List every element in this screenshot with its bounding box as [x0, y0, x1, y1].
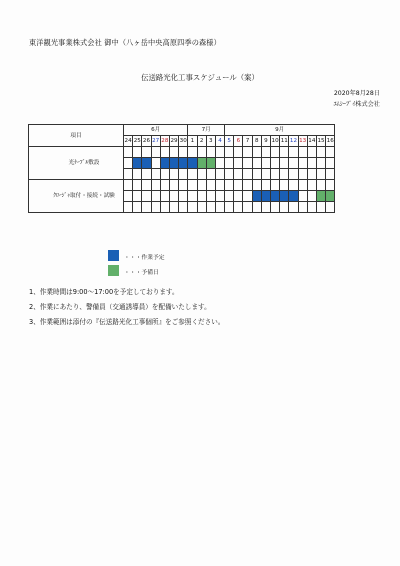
- schedule-cell: [179, 147, 188, 158]
- schedule-cell-spare: [197, 158, 206, 169]
- schedule-cell-work: [133, 158, 142, 169]
- day-header: 14: [307, 136, 316, 147]
- schedule-cell-work: [160, 158, 169, 169]
- schedule-cell: [197, 169, 206, 180]
- schedule-cell: [280, 147, 289, 158]
- schedule-cell: [160, 191, 169, 202]
- schedule-cell: [151, 191, 160, 202]
- schedule-cell-work: [280, 191, 289, 202]
- legend-label-spare: ・・・予備日: [124, 270, 159, 276]
- legend-swatch-spare: [108, 265, 119, 276]
- day-header: 6: [234, 136, 243, 147]
- schedule-cell: [133, 169, 142, 180]
- schedule-cell-work: [261, 191, 270, 202]
- schedule-cell: [326, 169, 335, 180]
- schedule-cell: [252, 180, 261, 191]
- company-name: ｴﾑｼｰﾌﾞｲ株式会社: [333, 101, 380, 108]
- day-header: 8: [252, 136, 261, 147]
- schedule-cell: [298, 147, 307, 158]
- schedule-cell: [289, 169, 298, 180]
- schedule-cell: [225, 169, 234, 180]
- schedule-cell-work: [271, 191, 280, 202]
- schedule-cell: [252, 169, 261, 180]
- schedule-cell: [197, 191, 206, 202]
- schedule-cell: [169, 169, 178, 180]
- schedule-cell: [188, 202, 197, 213]
- schedule-cell: [179, 169, 188, 180]
- schedule-cell: [179, 191, 188, 202]
- schedule-cell: [197, 180, 206, 191]
- day-header: 11: [280, 136, 289, 147]
- schedule-cell: [160, 202, 169, 213]
- schedule-cell: [261, 202, 270, 213]
- schedule-cell: [234, 158, 243, 169]
- schedule-cell: [271, 147, 280, 158]
- schedule-cell-work: [188, 158, 197, 169]
- schedule-cell-work: [169, 158, 178, 169]
- schedule-table: [28, 124, 335, 213]
- schedule-cell: [252, 158, 261, 169]
- schedule-cell: [142, 202, 151, 213]
- schedule-cell-spare: [206, 158, 215, 169]
- schedule-cell-spare: [326, 191, 335, 202]
- day-header: 29: [169, 136, 178, 147]
- schedule-cell: [307, 202, 316, 213]
- day-header: 4: [215, 136, 224, 147]
- schedule-cell: [289, 158, 298, 169]
- day-header: 24: [124, 136, 133, 147]
- schedule-cell: [307, 180, 316, 191]
- schedule-cell: [298, 158, 307, 169]
- schedule-cell: [280, 169, 289, 180]
- schedule-cell: [326, 180, 335, 191]
- schedule-cell: [197, 147, 206, 158]
- schedule-cell: [243, 202, 252, 213]
- day-header: 10: [271, 136, 280, 147]
- schedule-cell: [215, 169, 224, 180]
- schedule-cell: [234, 180, 243, 191]
- schedule-cell: [124, 180, 133, 191]
- schedule-cell: [298, 169, 307, 180]
- schedule-cell: [142, 147, 151, 158]
- schedule-cell: [316, 147, 325, 158]
- schedule-cell: [298, 202, 307, 213]
- schedule-cell: [316, 180, 325, 191]
- day-header: 15: [316, 136, 325, 147]
- schedule-cell: [124, 169, 133, 180]
- schedule-cell: [271, 169, 280, 180]
- schedule-cell: [124, 147, 133, 158]
- schedule-cell: [307, 169, 316, 180]
- day-header: 5: [225, 136, 234, 147]
- schedule-cell: [124, 158, 133, 169]
- schedule-cell: [289, 147, 298, 158]
- schedule-cell: [326, 158, 335, 169]
- schedule-cell: [234, 202, 243, 213]
- schedule-cell: [215, 191, 224, 202]
- day-header: 2: [197, 136, 206, 147]
- note-item: 2、作業にあたり、警備員（交通誘導員）を配備いたします。: [29, 303, 211, 311]
- schedule-cell: [225, 191, 234, 202]
- schedule-cell: [243, 180, 252, 191]
- legend-label-work: ・・・作業予定: [124, 255, 165, 261]
- schedule-cell: [307, 147, 316, 158]
- day-header: 13: [298, 136, 307, 147]
- schedule-cell: [271, 158, 280, 169]
- notes-list: [29, 286, 224, 331]
- schedule-cell: [289, 180, 298, 191]
- schedule-cell: [252, 147, 261, 158]
- schedule-cell: [243, 169, 252, 180]
- schedule-cell-work: [142, 158, 151, 169]
- schedule-cell: [169, 202, 178, 213]
- schedule-cell: [169, 147, 178, 158]
- schedule-cell: [142, 169, 151, 180]
- schedule-cell: [316, 158, 325, 169]
- month-header: 9月: [225, 125, 335, 136]
- schedule-cell: [243, 147, 252, 158]
- schedule-cell: [225, 158, 234, 169]
- schedule-cell: [151, 158, 160, 169]
- schedule-cell: [124, 191, 133, 202]
- schedule-cell: [298, 191, 307, 202]
- day-header: 28: [160, 136, 169, 147]
- schedule-cell: [206, 147, 215, 158]
- day-header: 3: [206, 136, 215, 147]
- schedule-cell: [151, 180, 160, 191]
- schedule-cell: [326, 147, 335, 158]
- schedule-cell: [280, 202, 289, 213]
- task-label: 光ｹｰﾌﾞﾙ敷設: [29, 147, 124, 180]
- schedule-cell: [234, 147, 243, 158]
- task-row: [29, 147, 335, 158]
- schedule-cell: [215, 158, 224, 169]
- schedule-cell: [225, 180, 234, 191]
- schedule-cell: [169, 191, 178, 202]
- day-header: 27: [151, 136, 160, 147]
- day-header: 25: [133, 136, 142, 147]
- schedule-cell: [142, 191, 151, 202]
- task-row: [29, 180, 335, 191]
- schedule-cell: [225, 147, 234, 158]
- task-label: ｸﾛｰｼﾞｬ取付・接続・試験: [29, 180, 124, 213]
- note-item: 1、作業時間は9:00～17:00を予定しております。: [29, 288, 179, 296]
- day-header: 16: [326, 136, 335, 147]
- schedule-cell: [261, 158, 270, 169]
- schedule-cell: [133, 191, 142, 202]
- legend-swatch-work: [108, 250, 119, 261]
- schedule-cell: [188, 191, 197, 202]
- schedule-cell: [188, 180, 197, 191]
- schedule-cell: [179, 202, 188, 213]
- month-header-row: [29, 125, 335, 136]
- schedule-cell: [160, 169, 169, 180]
- schedule-cell-spare: [316, 191, 325, 202]
- item-header: 項目: [29, 125, 124, 147]
- month-header: 6月: [124, 125, 188, 136]
- month-header: 7月: [188, 125, 225, 136]
- schedule-cell: [215, 202, 224, 213]
- schedule-cell: [142, 180, 151, 191]
- schedule-cell: [215, 180, 224, 191]
- schedule-cell: [271, 180, 280, 191]
- schedule-cell: [261, 169, 270, 180]
- schedule-cell: [206, 169, 215, 180]
- schedule-cell: [206, 180, 215, 191]
- schedule-cell: [280, 180, 289, 191]
- day-header: 9: [261, 136, 270, 147]
- schedule-cell: [261, 147, 270, 158]
- schedule-cell: [316, 202, 325, 213]
- schedule-cell: [133, 180, 142, 191]
- schedule-cell-work: [179, 158, 188, 169]
- schedule-cell-work: [289, 191, 298, 202]
- schedule-cell: [133, 202, 142, 213]
- schedule-cell-work: [252, 191, 261, 202]
- schedule-cell: [160, 147, 169, 158]
- day-header: 12: [289, 136, 298, 147]
- schedule-cell: [261, 180, 270, 191]
- schedule-cell: [151, 202, 160, 213]
- schedule-cell: [206, 202, 215, 213]
- schedule-cell: [133, 147, 142, 158]
- schedule-cell: [234, 169, 243, 180]
- schedule-cell: [307, 191, 316, 202]
- addressee: 東洋観光事業株式会社 御中（八ヶ岳中央高原四季の森様）: [29, 38, 221, 47]
- schedule-cell: [234, 191, 243, 202]
- schedule-cell: [271, 202, 280, 213]
- schedule-cell: [307, 158, 316, 169]
- schedule-cell: [316, 169, 325, 180]
- day-header: 7: [243, 136, 252, 147]
- schedule-cell: [188, 169, 197, 180]
- schedule-cell: [298, 180, 307, 191]
- schedule-cell: [179, 180, 188, 191]
- schedule-cell: [280, 158, 289, 169]
- schedule-cell: [289, 202, 298, 213]
- schedule-cell: [169, 180, 178, 191]
- day-header: 30: [179, 136, 188, 147]
- schedule-cell: [160, 180, 169, 191]
- schedule-cell: [197, 202, 206, 213]
- day-header: 26: [142, 136, 151, 147]
- schedule-cell: [151, 147, 160, 158]
- schedule-cell: [225, 202, 234, 213]
- schedule-cell: [124, 202, 133, 213]
- document-title: 伝送路光化工事スケジュール（案）: [141, 73, 259, 82]
- schedule-cell: [243, 191, 252, 202]
- schedule-cell: [151, 169, 160, 180]
- schedule-cell: [252, 202, 261, 213]
- schedule-cell: [206, 191, 215, 202]
- schedule-cell: [243, 158, 252, 169]
- schedule-cell: [326, 202, 335, 213]
- note-item: 3、作業範囲は添付の『伝送路光化工事個所』をご参照ください。: [29, 318, 225, 326]
- schedule-cell: [188, 147, 197, 158]
- document-date: 2020年8月28日: [333, 90, 380, 97]
- schedule-cell: [215, 147, 224, 158]
- day-header: 1: [188, 136, 197, 147]
